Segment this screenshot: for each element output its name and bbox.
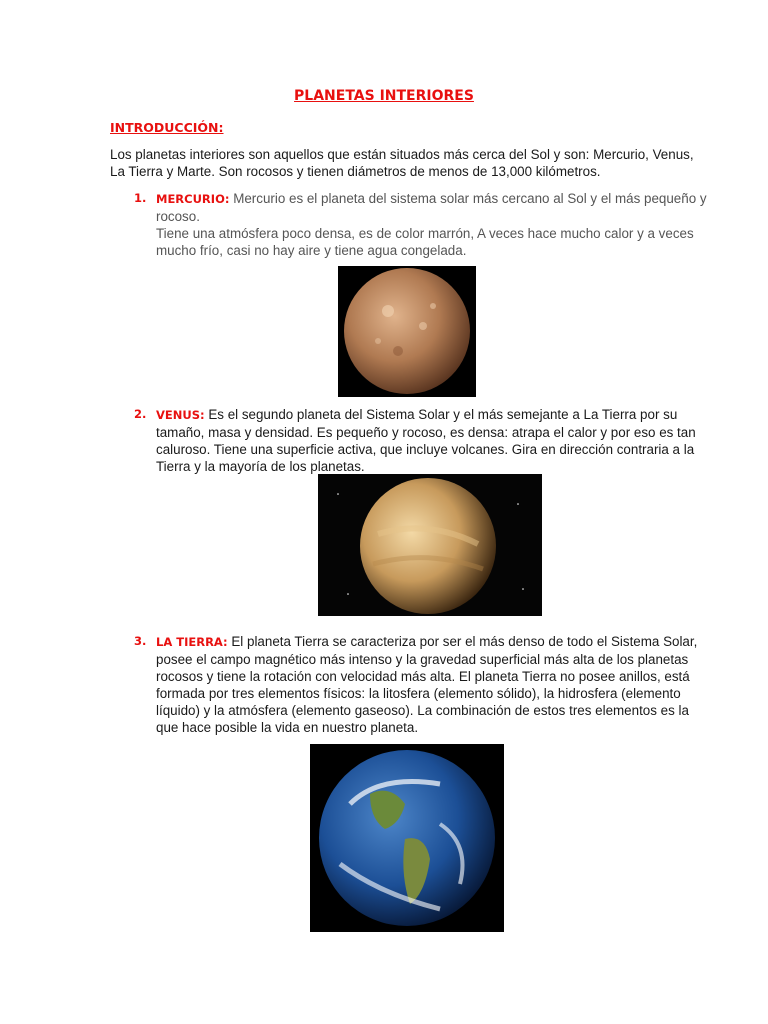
list-item-mercurio	[134, 190, 714, 259]
intro-heading: INTRODUCCIÓN:	[110, 120, 224, 135]
mercurio-image	[338, 266, 476, 397]
list-item-venus	[134, 406, 714, 475]
la-tierra-text: El planeta Tierra se caracteriza por ser el más denso de todo el Sistema Solar, posee el campo magnético más intenso y la gravedad superficial más alta de los planetas rocosos y tiene la rotación con velocidad más alta. El planeta Tierra no posee anillos, está formada por tres elementos físicos: la litosfera (elemento sólido), la hidrosfera (elemento líquido) y la atmósfera (elemento gaseoso). La combinación de estos tres elementos es la que hace posible la vida en nuestro planeta.	[156, 634, 698, 735]
page-title: PLANETAS INTERIORES	[294, 88, 474, 104]
venus-image	[318, 474, 542, 616]
intro-paragraph: Los planetas interiores son aquellos que están situados más cerca del Sol y son: Mercurio, Venus, La Tierra y Marte. Son rocosos y tienen diámetros de menos de 13,000 kilómetros.	[110, 147, 694, 179]
la-tierra-image	[310, 744, 504, 932]
mercurio-text-1: Mercurio es el planeta del sistema solar más cercano al Sol y el más pequeño y rocoso.	[156, 191, 707, 224]
list-item-la-tierra	[134, 633, 714, 736]
list-number: 3.	[134, 634, 147, 648]
venus-label: VENUS:	[156, 408, 205, 422]
mercurio-text-2: Tiene una atmósfera poco densa, es de color marrón, A veces hace mucho calor y a veces mucho frío, casi no hay aire y tiene agua congelada.	[156, 226, 694, 258]
venus-text: Es el segundo planeta del Sistema Solar y el más semejante a La Tierra por su tamaño, masa y densidad. Es pequeño y rocoso, es densa: atrapa el calor y por eso es tan caluroso. Tiene una superficie activa, que incluye volcanes. Gira en dirección contraria a la Tierra y la mayoría de los planetas.	[156, 407, 696, 474]
list-number: 2.	[134, 407, 147, 421]
list-number: 1.	[134, 191, 147, 205]
la-tierra-label: LA TIERRA:	[156, 635, 228, 649]
mercurio-label: MERCURIO:	[156, 192, 230, 206]
